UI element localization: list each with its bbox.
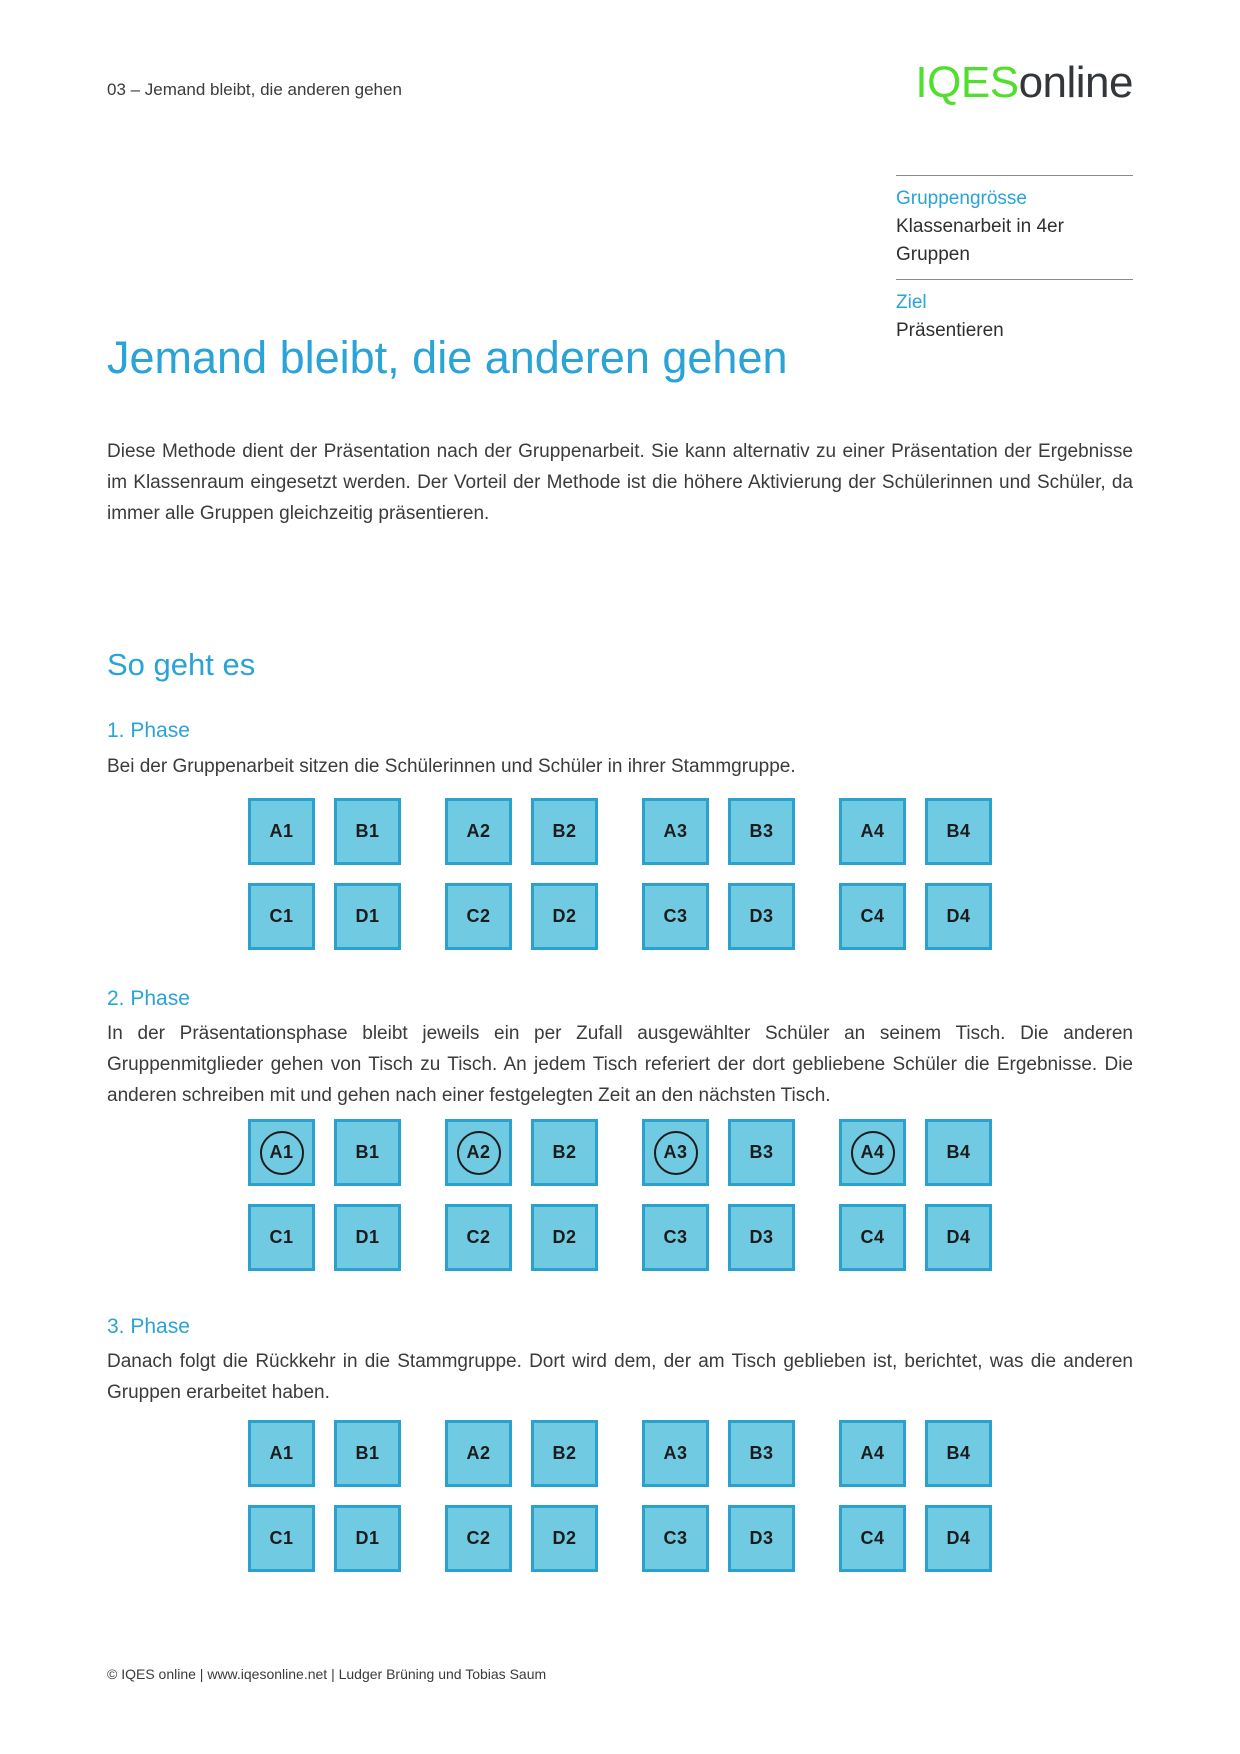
seat-label: B2 xyxy=(552,821,577,842)
phase-1-heading: 1. Phase xyxy=(107,719,190,743)
seat-label-circled: A1 xyxy=(260,1131,304,1175)
seat-D2 xyxy=(531,1505,598,1572)
seat-D4 xyxy=(925,883,992,950)
seat-label: D1 xyxy=(355,906,380,927)
logo-text-primary: IQES xyxy=(915,58,1019,107)
seat-label: C1 xyxy=(269,906,294,927)
seat-B2 xyxy=(531,1119,598,1186)
seat-D2 xyxy=(531,1204,598,1271)
seat-C4 xyxy=(839,1505,906,1572)
seat-D3 xyxy=(728,1204,795,1271)
seat-label-circled: A3 xyxy=(654,1131,698,1175)
meta-value: Präsentieren xyxy=(896,320,1004,341)
phase-3-section xyxy=(107,1314,1133,1572)
seating-diagram-phase-2 xyxy=(107,1119,1133,1271)
seat-D1 xyxy=(334,1505,401,1572)
seat-label: D4 xyxy=(946,1528,971,1549)
meta-label: Ziel xyxy=(896,292,927,313)
seat-group xyxy=(445,1119,598,1271)
seat-label: A4 xyxy=(860,1443,885,1464)
seat-label: B1 xyxy=(355,821,380,842)
seat-label: B4 xyxy=(946,1443,971,1464)
seat-A4 xyxy=(839,1119,906,1186)
seat-B4 xyxy=(925,1420,992,1487)
seat-D4 xyxy=(925,1204,992,1271)
seat-group xyxy=(445,798,598,950)
seat-C4 xyxy=(839,1204,906,1271)
seat-group xyxy=(248,798,401,950)
seat-group xyxy=(839,1119,992,1271)
seat-group xyxy=(248,1119,401,1271)
seat-C3 xyxy=(642,1204,709,1271)
seat-C1 xyxy=(248,883,315,950)
seat-label: D3 xyxy=(749,1227,774,1248)
seat-label: D4 xyxy=(946,906,971,927)
seat-label: B3 xyxy=(749,1142,774,1163)
seat-C4 xyxy=(839,883,906,950)
meta-info-box xyxy=(896,175,1133,355)
seat-D1 xyxy=(334,883,401,950)
seating-diagram-phase-1 xyxy=(107,798,1133,950)
seat-group xyxy=(642,798,795,950)
seat-B1 xyxy=(334,798,401,865)
phase-1-text: Bei der Gruppenarbeit sitzen die Schülerinnen und Schüler in ihrer Stammgruppe. xyxy=(107,756,796,778)
seat-label: A4 xyxy=(860,821,885,842)
seat-label: A1 xyxy=(269,821,294,842)
seat-A4 xyxy=(839,1420,906,1487)
seat-D2 xyxy=(531,883,598,950)
seat-label: B1 xyxy=(355,1142,380,1163)
phase-3-heading: 3. Phase xyxy=(107,1315,190,1339)
seat-D3 xyxy=(728,1505,795,1572)
seat-C3 xyxy=(642,883,709,950)
seat-label: A2 xyxy=(466,821,491,842)
seat-label: C3 xyxy=(663,906,688,927)
seat-label: D4 xyxy=(946,1227,971,1248)
phase-1-section xyxy=(107,718,1133,950)
seat-B4 xyxy=(925,798,992,865)
page-title: Jemand bleibt, die anderen gehen xyxy=(107,332,788,384)
seat-C3 xyxy=(642,1505,709,1572)
seat-label: C2 xyxy=(466,1528,491,1549)
seat-label: D2 xyxy=(552,1528,577,1549)
seat-B2 xyxy=(531,798,598,865)
section-heading-so-geht-es: So geht es xyxy=(107,647,256,683)
seat-label: D1 xyxy=(355,1528,380,1549)
seat-label: C4 xyxy=(860,1227,885,1248)
seat-label: B3 xyxy=(749,1443,774,1464)
phase-2-text: In der Präsentationsphase bleibt jeweils ein per Zufall ausgewählter Schüler an seinem Tisch. Die anderen Gruppenmitglieder gehen von Tisch zu Tisch. An jedem Tisch referiert der dort gebliebene Schüler die Ergebnisse. Die anderen schreiben mit und gehen nach einer festgelegten Zeit an den nächsten Tisch. xyxy=(107,1023,1133,1107)
seating-diagram-phase-3 xyxy=(107,1420,1133,1572)
phase-2-heading: 2. Phase xyxy=(107,987,190,1011)
seat-A3 xyxy=(642,1119,709,1186)
page-footer: © IQES online | www.iqesonline.net | Ludger Brüning und Tobias Saum xyxy=(107,1666,547,1682)
seat-label: C1 xyxy=(269,1227,294,1248)
seat-B3 xyxy=(728,798,795,865)
phase-2-section xyxy=(107,986,1133,1271)
seat-A1 xyxy=(248,798,315,865)
seat-C2 xyxy=(445,883,512,950)
seat-group xyxy=(642,1420,795,1572)
seat-D3 xyxy=(728,883,795,950)
seat-A3 xyxy=(642,798,709,865)
seat-A2 xyxy=(445,1119,512,1186)
page-header xyxy=(107,0,1133,106)
seat-A4 xyxy=(839,798,906,865)
seat-label: B4 xyxy=(946,821,971,842)
seat-label: C3 xyxy=(663,1528,688,1549)
seat-label: A1 xyxy=(269,1443,294,1464)
seat-group xyxy=(445,1420,598,1572)
meta-value: Klassenarbeit in 4er Gruppen xyxy=(896,216,1064,265)
seat-group xyxy=(839,1420,992,1572)
seat-label: B3 xyxy=(749,821,774,842)
seat-B4 xyxy=(925,1119,992,1186)
seat-label: C3 xyxy=(663,1227,688,1248)
seat-label: B2 xyxy=(552,1142,577,1163)
seat-label: D3 xyxy=(749,1528,774,1549)
seat-C2 xyxy=(445,1204,512,1271)
seat-label: A2 xyxy=(466,1443,491,1464)
seat-B3 xyxy=(728,1119,795,1186)
seat-label: C4 xyxy=(860,1528,885,1549)
phase-3-text: Danach folgt die Rückkehr in die Stammgruppe. Dort wird dem, der am Tisch geblieben ist, berichtet, was die anderen Gruppen erarbeitet haben. xyxy=(107,1351,1133,1404)
seat-label: B2 xyxy=(552,1443,577,1464)
meta-field-gruppengroesse xyxy=(896,175,1133,269)
seat-label-circled: A2 xyxy=(457,1131,501,1175)
meta-label: Gruppengrösse xyxy=(896,188,1027,209)
seat-label: B4 xyxy=(946,1142,971,1163)
seat-label: D2 xyxy=(552,1227,577,1248)
seat-label: D3 xyxy=(749,906,774,927)
seat-A2 xyxy=(445,798,512,865)
seat-label: C2 xyxy=(466,1227,491,1248)
seat-B1 xyxy=(334,1420,401,1487)
iqes-online-logo xyxy=(915,60,1133,106)
seat-group xyxy=(642,1119,795,1271)
seat-A1 xyxy=(248,1119,315,1186)
seat-C2 xyxy=(445,1505,512,1572)
seat-label: D2 xyxy=(552,906,577,927)
seat-A3 xyxy=(642,1420,709,1487)
seat-label: B1 xyxy=(355,1443,380,1464)
seat-label-circled: A4 xyxy=(851,1131,895,1175)
seat-label: C2 xyxy=(466,906,491,927)
seat-D4 xyxy=(925,1505,992,1572)
seat-B1 xyxy=(334,1119,401,1186)
seat-label: C4 xyxy=(860,906,885,927)
seat-B2 xyxy=(531,1420,598,1487)
seat-B3 xyxy=(728,1420,795,1487)
seat-group xyxy=(248,1420,401,1572)
seat-D1 xyxy=(334,1204,401,1271)
seat-label: D1 xyxy=(355,1227,380,1248)
seat-group xyxy=(839,798,992,950)
seat-C1 xyxy=(248,1204,315,1271)
seat-label: A3 xyxy=(663,821,688,842)
seat-label: C1 xyxy=(269,1528,294,1549)
seat-label: A3 xyxy=(663,1443,688,1464)
seat-C1 xyxy=(248,1505,315,1572)
running-header-title: 03 – Jemand bleibt, die anderen gehen xyxy=(107,80,402,100)
logo-text-secondary: online xyxy=(1018,58,1133,107)
intro-paragraph: Diese Methode dient der Präsentation nach der Gruppenarbeit. Sie kann alternativ zu einer Präsentation der Ergebnisse im Klassenraum eingesetzt werden. Der Vorteil der Methode ist die höhere Aktivierung der Schülerinnen und Schüler, da immer alle Gruppen gleichzeitig präsentieren. xyxy=(107,441,1133,525)
seat-A2 xyxy=(445,1420,512,1487)
seat-A1 xyxy=(248,1420,315,1487)
meta-field-ziel xyxy=(896,279,1133,345)
